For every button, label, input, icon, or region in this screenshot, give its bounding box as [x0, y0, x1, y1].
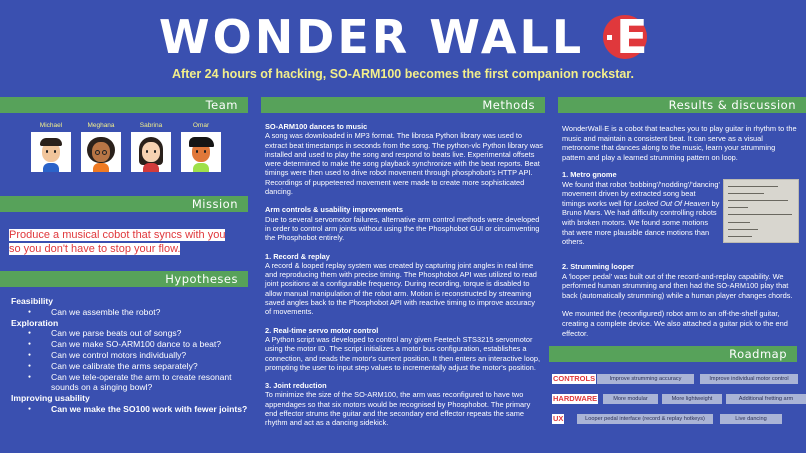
hypothesis-item: ● Can we control motors individually? [11, 350, 251, 361]
avatar [31, 132, 71, 172]
roadmap-chip: Looper pedal interface (record & replay hotkeys) [577, 414, 713, 424]
methods-heading: Methods [261, 97, 545, 113]
hypothesis-category: Exploration [11, 317, 59, 328]
hypothesis-item: ● Can we calibrate the arms separately? [11, 361, 251, 372]
hypotheses-heading: Hypotheses [0, 271, 248, 287]
team-member-omar: Omar [181, 122, 221, 172]
hypothesis-item: ● Can we parse beats out of songs? [11, 328, 251, 339]
hypothesis-category: Improving usability [11, 393, 90, 404]
title-main: WONDER WALL [158, 10, 585, 64]
roadmap-chip: Improve strumming accuracy [597, 374, 694, 384]
poster-title [0, 12, 806, 62]
results-metro-gnome: 1. Metro gnome We found that robot 'bobbing'/'nodding'/'dancing' movement driven by extracted song beat timings works well for Locked Out Of Heaven by Bruno Mars. We had difficulty controlling robots with broken motors. We found some motions that were more plausible dance motions than others. [562, 170, 720, 247]
roadmap-chip: Additional fretting arm [726, 394, 806, 404]
mission-statement: Produce a musical cobot that syncs with you so you don't have to stop your flow. [9, 229, 226, 255]
roadmap-label: HARDWARE [553, 394, 598, 403]
methods-section: 2. Real-time servo motor control A Python script was developed to control any given Feetech STS3215 servomotor using the motor ID. The script initializes a motor bus configuration, establishes a connection, and reads the motor's current position. It then enters an interactive loop, prompting the user to input step values to incrementally adjust the motor's position. [265, 325, 541, 372]
methods-section: Arm controls & usability improvements Due to several servomotor failures, alternative arm control methods were developed in order to control arm joints without using the the Phosphobot GUI or circumventing the Phosphobot entirely. [265, 205, 540, 243]
results-intro: WonderWall·E is a cobot that teaches you to play guitar in rhythm to the music and maintain a consistent beat. It can serve as a visual metronome that dances along to the music, learn your strumming pattern and play a learned strumming pattern on loop. [562, 124, 797, 162]
dot-icon [607, 35, 612, 40]
hypotheses-list [11, 296, 251, 415]
roadmap-chip: More lightweight [662, 394, 722, 404]
team-member-michael: Michael [31, 122, 71, 172]
roadmap-chip: Live dancing [720, 414, 782, 424]
handwritten-notes-image [723, 179, 799, 243]
team-heading: Team [0, 97, 248, 113]
avatar [131, 132, 171, 172]
hypothesis-item: ● Can we make the SO100 work with fewer joints? [11, 404, 251, 415]
roadmap-label: CONTROLS [553, 374, 596, 383]
avatar [181, 132, 221, 172]
hypothesis-item: ● Can we make SO-ARM100 dance to a beat? [11, 339, 251, 350]
poster-header [0, 0, 806, 92]
poster-subtitle: After 24 hours of hacking, SO-ARM100 becomes the first companion rockstar. [172, 67, 634, 81]
title-e-logo: E [603, 15, 647, 59]
roadmap-label: UX [553, 414, 564, 423]
hypothesis-category: Feasibility [11, 296, 54, 306]
results-heading: Results & discussion [558, 97, 806, 113]
methods-section: 1. Record & replay A record & looped replay system was created by capturing joint angles in real time and reproducing them with precise timing. The Phosphobot API was utilized to read joint positions at a configurable frequency. During recording, torque is disabled to allow manual manipulation of the robot arm. Motion is reconstructed by streaming saved angles back to the Phosphobot API with reactive timing to improve accuracy of movements. [265, 251, 537, 317]
roadmap-heading: Roadmap [549, 346, 797, 362]
roadmap-chip: Improve individual motor control [700, 374, 798, 384]
methods-section: SO-ARM100 dances to music A song was downloaded in MP3 format. The librosa Python library was used to extract beat timestamps in seconds from the song. The python-vlc Python library was installed and used to play the song and respond to beats live. Experimental offsets were determined to make the song playback synchronize with the beat reports. Beat timings were then used to drive robot movement through phosphobot's HTTP API. Recordings of puppeteered movement were made to create more sophisticated dancing. [265, 122, 543, 197]
roadmap-chip: More modular [603, 394, 658, 404]
avatar [81, 132, 121, 172]
team-member-meghana: Meghana [81, 122, 121, 172]
results-strumming-looper: 2. Strumming looper A 'looper pedal' was built out of the record-and-replay capability. We performed human strumming and then had the SO-ARM100 play that back (automatically strumming) while a human player changes chords. We mounted the (reconfigured) robot arm to an off-the-shelf guitar, creating a complete device. We also attached a guitar pick to the end effector. [562, 262, 793, 338]
hypothesis-item: ● Can we assemble the robot? [11, 307, 251, 318]
team-member-sabrina: Sabrina [131, 122, 171, 172]
methods-body [265, 122, 543, 437]
mission-heading: Mission [0, 196, 248, 212]
methods-section: 3. Joint reduction To minimize the size of the SO-ARM100, the arm was reconfigured to have two appendages so that six motors would be recognised by Phosphobot. The primary end effector strums the guitar and the secondary end effector repeats the same rhythm and act as a dancing sidekick. [265, 381, 531, 428]
hypothesis-item: ● Can we tele-operate the arm to create resonant sounds on a singing bowl? [11, 372, 251, 394]
